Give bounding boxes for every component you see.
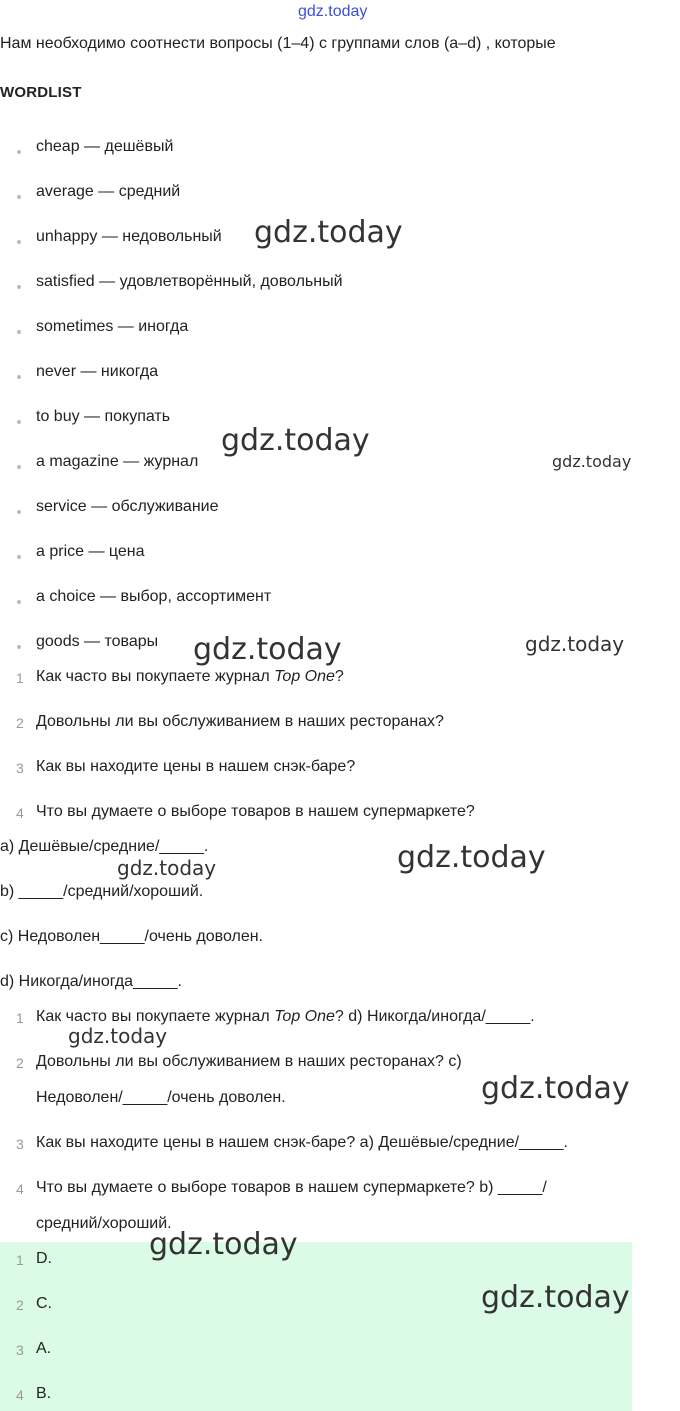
list-number: 4 <box>16 1181 24 1197</box>
watermark: gdz.today <box>68 1024 168 1048</box>
bullet <box>17 195 21 199</box>
watermark: gdz.today <box>221 423 370 458</box>
list-number: 2 <box>16 715 24 731</box>
question-item: Довольны ли вы обслуживанием в наших ресторанах? <box>36 713 444 730</box>
answer-item: D. <box>36 1250 52 1267</box>
question-item: Что вы думаете о выборе товаров в нашем супермаркете? <box>36 803 475 820</box>
watermark: gdz.today <box>397 840 546 875</box>
list-number: 1 <box>16 1010 24 1026</box>
matched-item: Что вы думаете о выборе товаров в нашем супермаркете? b) _____/ <box>36 1179 547 1196</box>
wordlist-item: goods — товары <box>36 633 159 650</box>
wordlist-item: a price — цена <box>36 543 145 560</box>
bullet <box>17 420 21 424</box>
wordlist-item: a choice — выбор, ассортимент <box>36 588 272 605</box>
watermark: gdz.today <box>552 452 632 471</box>
watermark: gdz.today <box>481 1071 630 1106</box>
watermark: gdz.today <box>117 856 217 880</box>
wordlist-item: never — никогда <box>36 363 159 380</box>
option-item: b) _____/средний/хороший. <box>0 883 204 900</box>
wordlist-item: cheap — дешёвый <box>36 138 174 155</box>
bullet <box>17 240 21 244</box>
list-number: 4 <box>16 805 24 821</box>
magazine-title: Top One <box>274 1008 335 1025</box>
watermark: gdz.today <box>254 215 403 250</box>
wordlist-item: sometimes — иногда <box>36 318 189 335</box>
option-item: a) Дешёвые/средние/_____. <box>0 838 209 855</box>
list-number: 1 <box>16 1252 24 1268</box>
answer-item: A. <box>36 1340 52 1357</box>
watermark: gdz.today <box>193 632 342 667</box>
intro-text: Нам необходимо соотнести вопросы (1–4) с группами слов (a–d) , которые <box>0 35 556 52</box>
wordlist-title: WORDLIST <box>0 84 82 101</box>
question-text: Как часто вы покупаете журнал <box>36 668 275 685</box>
matched-item-continued: средний/хороший. <box>36 1215 172 1232</box>
matched-item: Довольны ли вы обслуживанием в наших ресторанах? c) <box>36 1053 462 1070</box>
list-number: 2 <box>16 1297 24 1313</box>
magazine-title: Top One <box>274 668 335 685</box>
bullet <box>17 645 21 649</box>
bullet <box>17 510 21 514</box>
bullet <box>17 600 21 604</box>
question-item <box>36 668 344 686</box>
option-item: d) Никогда/иногда_____. <box>0 973 182 990</box>
wordlist-item: satisfied — удовлетворённый, довольный <box>36 273 343 290</box>
watermark: gdz.today <box>481 1280 630 1315</box>
bullet <box>17 330 21 334</box>
wordlist-item: a magazine — журнал <box>36 453 199 470</box>
matched-item-continued: Недоволен/_____/очень доволен. <box>36 1089 286 1106</box>
list-number: 3 <box>16 1342 24 1358</box>
bullet <box>17 465 21 469</box>
bullet <box>17 150 21 154</box>
wordlist-item: average — средний <box>36 183 181 200</box>
bullet <box>17 285 21 289</box>
matched-item: Как вы находите цены в нашем снэк-баре? a) Дешёвые/средние/_____. <box>36 1134 568 1151</box>
wordlist-item: to buy — покупать <box>36 408 171 425</box>
answer-box <box>0 1242 632 1411</box>
question-text: ? <box>334 668 344 685</box>
wordlist-item: unhappy — недовольный <box>36 228 222 245</box>
option-item: c) Недоволен_____/очень доволен. <box>0 928 263 945</box>
site-logo[interactable]: gdz.today <box>298 3 368 20</box>
matched-text: ? d) Никогда/иногда/_____. <box>334 1008 535 1025</box>
question-item: Как вы находите цены в нашем снэк-баре? <box>36 758 356 775</box>
list-number: 4 <box>16 1387 24 1403</box>
wordlist-item: service — обслуживание <box>36 498 219 515</box>
bullet <box>17 555 21 559</box>
watermark: gdz.today <box>525 632 625 656</box>
watermark: gdz.today <box>149 1227 298 1262</box>
answer-item: B. <box>36 1385 52 1402</box>
list-number: 3 <box>16 760 24 776</box>
matched-text: Как часто вы покупаете журнал <box>36 1008 275 1025</box>
list-number: 1 <box>16 670 24 686</box>
answer-item: C. <box>36 1295 52 1312</box>
list-number: 3 <box>16 1136 24 1152</box>
list-number: 2 <box>16 1055 24 1071</box>
bullet <box>17 375 21 379</box>
